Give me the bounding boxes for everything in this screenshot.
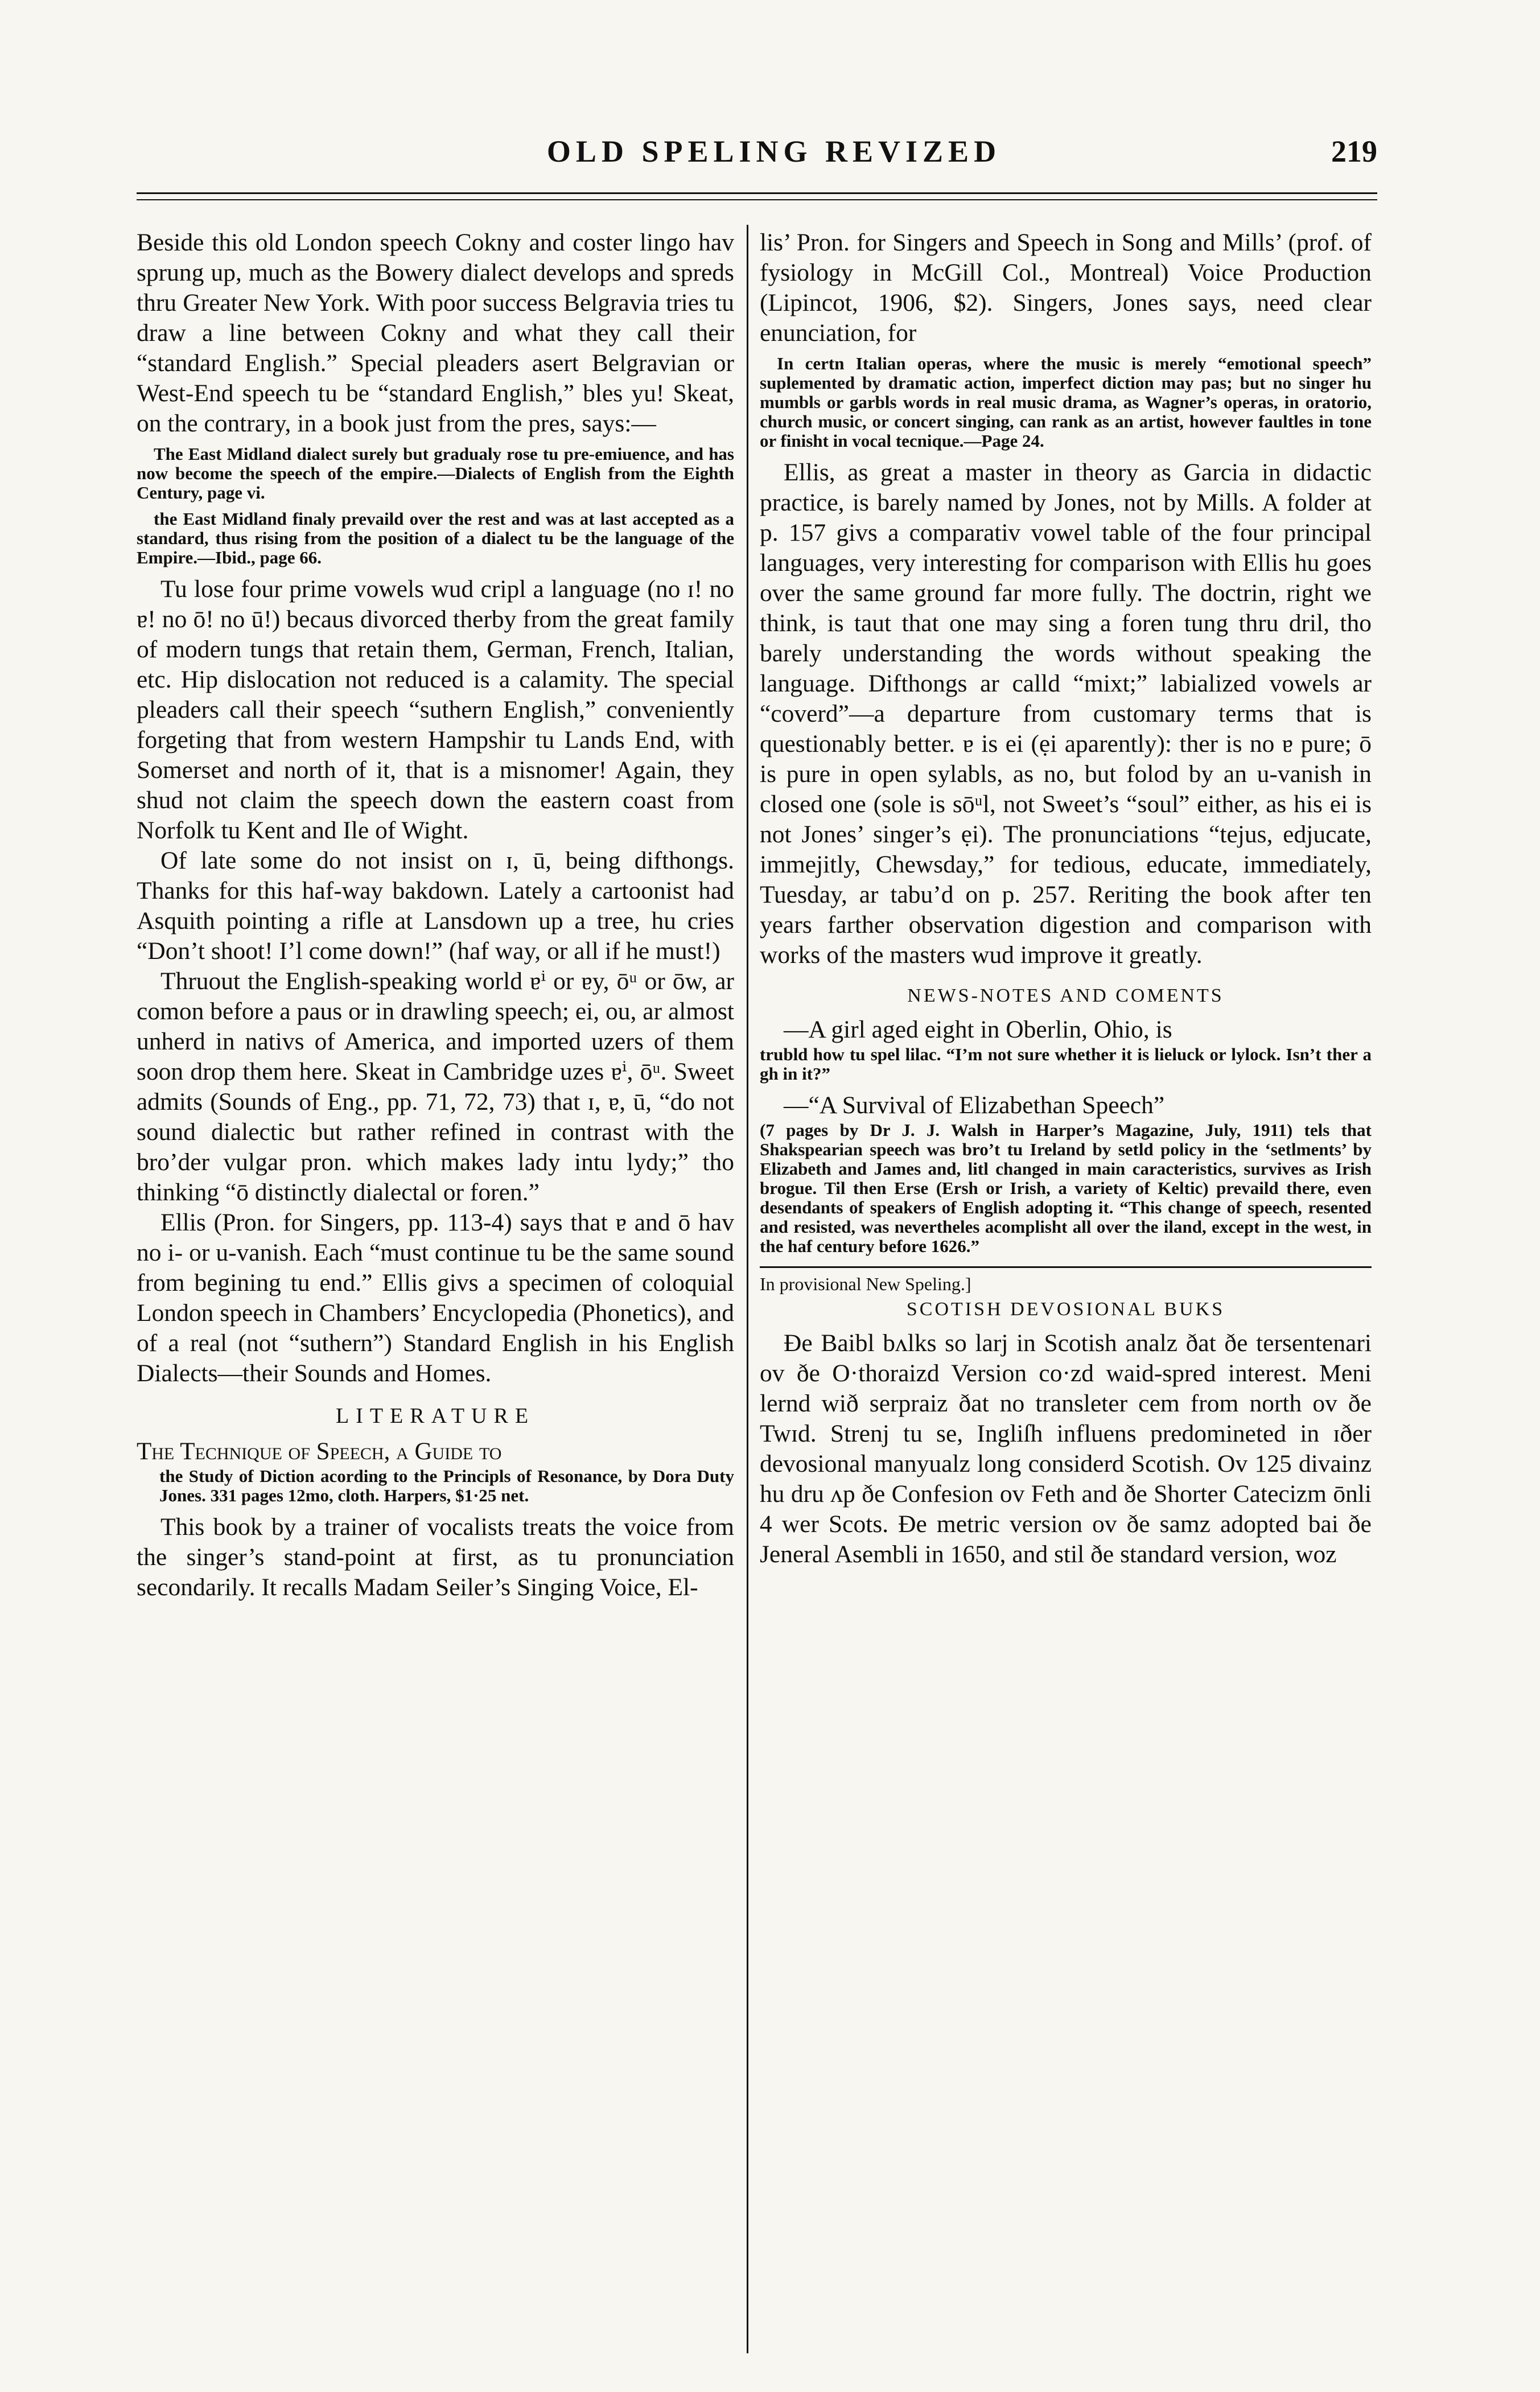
section-heading: LITERATURE: [335, 1404, 536, 1428]
header-rule: [137, 192, 1377, 194]
paragraph: Ellis, as great a master in theory as Garcia in didactic practice, is barely named by Jones, not by Mills. A folder at p. 157 givs a comparativ vowel table of the four principal languages, very interesting for comparison with Ellis hu goes over the same ground far more fully. The doctrin, right we think, is taut that one may sing a foren tung thru dril, tho barely understanding the words without speaking the language. Difthongs ar calld “mixt;” labialized vowels ar “coverd”—a departure from customary terms that is questionably better. ɐ is ei (ẹi aparently): ther is no ɐ pure; ō is pure in open sylabls, as no, but folod by an u-vanish in closed one (sole is sōᵘl, not Sweet’s “soul” either, as his ei is not Jones’ singer’s ẹi). The pronunciations “tejus, edjucate, immejitly, Chewsday,” for tedious, educate, immediately, Tuesday, ar tabu’d on p. 257. Reriting the book after ten years farther observation digestion and comparison with works of the masters wud improve it greatly.: [760, 459, 1372, 969]
section-heading: SCOTISH DEVOSIONAL BUKS: [906, 1299, 1225, 1320]
right-column: [760, 228, 1372, 2356]
separator-rule: [760, 1266, 1372, 1268]
running-title: OLD SPELING REVIZED: [546, 134, 1002, 168]
news-lead: —“A Survival of Elizabethan Speech”: [784, 1092, 1165, 1119]
left-column: [137, 228, 734, 2356]
paragraph: Ðe Baibl bʌlks so larj in Scotish analz ðat ðe tersentenari ov ðe O·thoraizd Version co·zd waid-spred interest. Meni lernd wið serpraiz ðat no transleter cem from north ov ðe Twɪd. Strenj tu se, Ingliſh influens predomineted in ɪðer devosional manyualz long considerd Scotish. Ov 125 divainz hu dru ʌp ðe Confesion ov Feth and ðe Shorter Catecizm ōnli 4 wer Scots. Ðe metric version ov ðe samz adopted bai ðe Jeneral Asembli in 1650, and stil ðe standard version, woz: [760, 1329, 1372, 1568]
block-quote: the East Midland finaly prevaild over the rest and was at last accepted as a standard, thus rising from the position of a dialect tu be the language of the Empire.—Ibid., page 66.: [137, 509, 734, 567]
block-quote: In certn Italian operas, where the music is merely “emotional speech” suplemented by dramatic action, imperfect diction may pas; but no singer hu mumbls or garbls words in real music drama, as Wagner’s operas, in oratorio, church music, or concert singing, can rank as an artist, however faultles in tone or finisht in vocal tecnique.—Page 24.: [760, 353, 1372, 451]
news-note: (7 pages by Dr J. J. Walsh in Harper’s Magazine, July, 1911) tels that Shakspearian speech was bro’t tu Ireland by setld policy in the ‘setlments’ by Elizabeth and James and, litl changed in main caracteristics, survives as Irish brogue. Til then Erse (Ersh or Irish, a variety of Keltic) prevaild there, even desendants of speakers of English adopting it. “This change of speech, resented and resisted, was nevertheles acomplisht all over the iland, except in the west, in the haf century before 1626.”: [760, 1120, 1372, 1256]
paragraph: Thruout the English-speaking world ɐⁱ or ɐy, ōᵘ or ōw, ar comon before a paus or in drawling speech; ei, ou, ar almost unherd in nativs of America, and imported uzers of them soon drop them here. Skeat in Cambridge uzes ɐⁱ, ōᵘ. Sweet admits (Sounds of Eng., pp. 71, 72, 73) that ɪ, ɐ, ū, “do not sound dialectic but rather refined in contrast with the bro’der vulgar pron. which makes lady intu lydy;” tho thinking “ō distinctly dialectal or foren.”: [137, 967, 734, 1206]
paragraph: Ellis (Pron. for Singers, pp. 113-4) says that ɐ and ō hav no i- or u-vanish. Each “must continue tu be the same sound from begining tu end.” Ellis givs a specimen of coloquial London speech in Chambers’ Encyclopedia (Phonetics), and of a real (not “suthern”) Standard English in his English Dialects—their Sounds and Homes.: [137, 1209, 734, 1387]
news-lead: —A girl aged eight in Oberlin, Ohio, is: [784, 1016, 1172, 1043]
book-title: The Technique of Speech, a Guide to: [137, 1438, 502, 1465]
page-number: 219: [1331, 134, 1377, 168]
book-details: the Study of Diction acording to the Principls of Resonance, by Dora Duty Jones. 331 pages 12mo, cloth. Harpers, $1·25 net.: [159, 1466, 734, 1505]
block-quote: The East Midland dialect surely but gradualy rose tu pre-emiuence, and has now become the speech of the empire.—Dialects of English from the Eighth Century, page vi.: [137, 444, 734, 503]
provisional-note: In provisional New Speling.]: [760, 1274, 971, 1294]
column-divider: [747, 225, 748, 2353]
paragraph: Of late some do not insist on ɪ, ū, being difthongs. Thanks for this haf-way bakdown. Lately a cartoonist had Asquith pointing a rifle at Lansdown up a tree, hu cries “Don’t shoot! I’l come down!” (haf way, or all if he must!): [137, 847, 734, 965]
section-heading: NEWS-NOTES AND COMENTS: [907, 985, 1224, 1006]
running-head: [137, 134, 1377, 179]
news-note: trubld how tu spel lilac. “I’m not sure whether it is lieluck or lylock. Isn’t ther a gh in it?”: [760, 1044, 1372, 1084]
paragraph: This book by a trainer of vocalists treats the voice from the singer’s stand-point at first, as tu pronunciation secondarily. It recalls Madam Seiler’s Singing Voice, El-: [137, 1513, 734, 1601]
paragraph: lis’ Pron. for Singers and Speech in Song and Mills’ (prof. of fysiology in McGill Col., Montreal) Voice Production (Lipincot, 1906, $2). Singers, Jones says, need clear enunciation, for: [760, 229, 1372, 347]
paragraph: Tu lose four prime vowels wud cripl a language (no ɪ! no ɐ! no ō! no ū!) becaus divorced therby from the great family of modern tungs that retain them, German, French, Italian, etc. Hip dislocation not reduced is a calamity. The special pleaders call their speech “suthern English,” conveniently forgeting that from western Hampshir tu Lands End, with Somerset and north of it, that is a misnomer! Again, they shud not claim the speech down the eastern coast from Norfolk tu Kent and Ile of Wight.: [137, 575, 734, 844]
paragraph: Beside this old London speech Cokny and coster lingo hav sprung up, much as the Bowery dialect develops and spreds thru Greater New York. With poor success Belgravia tries tu draw a line between Cokny and what they call their “standard English.” Special pleaders asert Belgravian or West-End speech tu be “standard English,” bles yu! Skeat, on the contrary, in a book just from the pres, says:—: [137, 229, 734, 437]
header-rule-thin: [137, 199, 1377, 200]
